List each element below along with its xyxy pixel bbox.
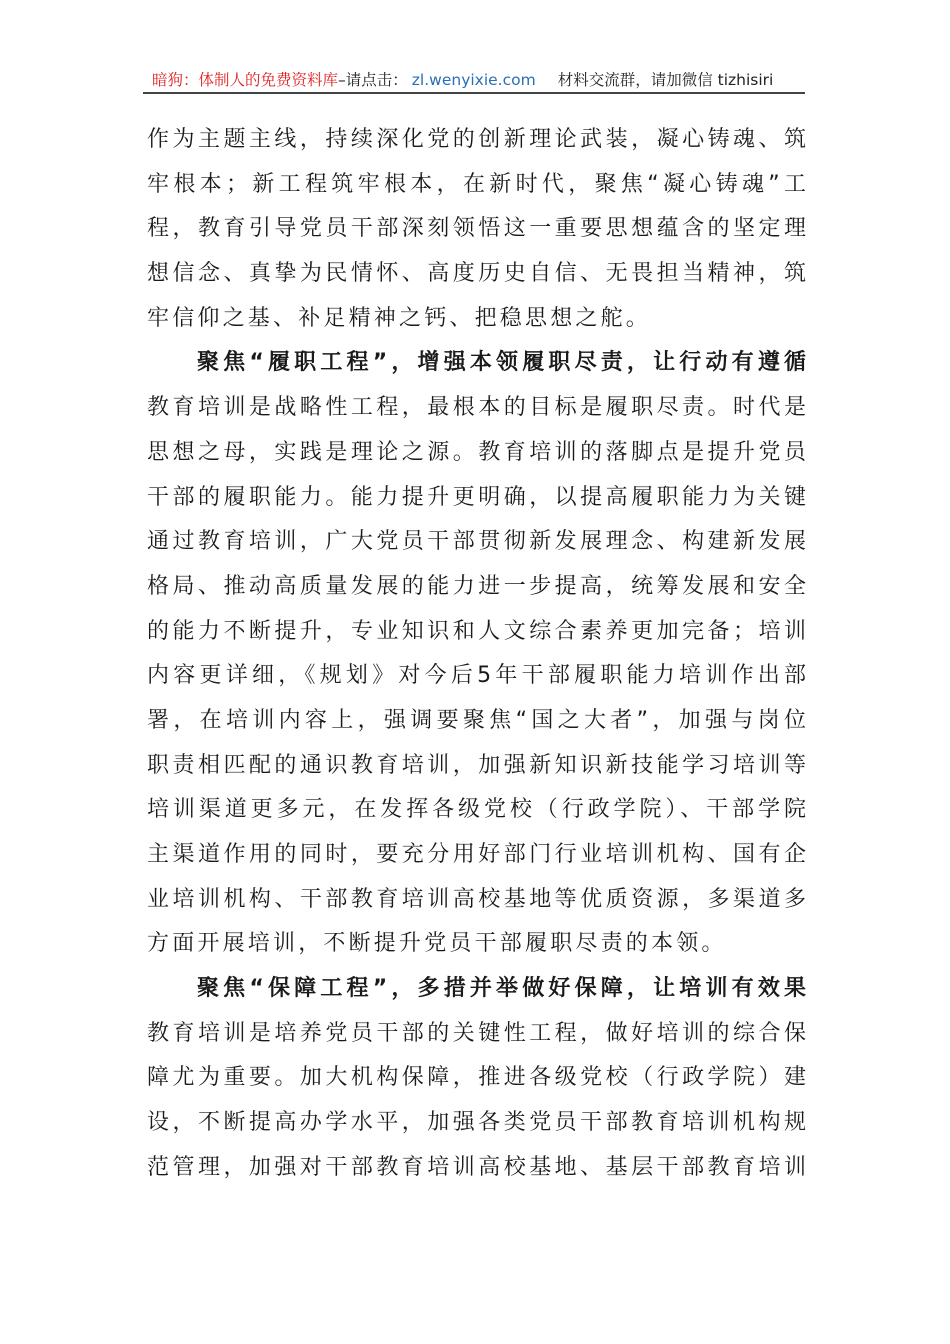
paragraph-line: 程，教育引导党员干部深刻领悟这一重要思想蕴含的坚定理 — [147, 216, 806, 242]
paragraph-line: 教育培训是培养党员干部的关键性工程，做好培训的综合保 — [147, 1020, 806, 1046]
paragraph-line: 格局、推动高质量发展的能力进一步提高，统筹发展和安全 — [147, 573, 806, 599]
paragraph-line: 障尤为重要。加大机构保障，推进各级党校（行政学院）建 — [147, 1065, 806, 1091]
wechat-note: 材料交流群，请加微信 tizhisiri — [557, 71, 774, 89]
document-body — [147, 118, 806, 1191]
section-heading: 聚焦“履职工程”，增强本领履职尽责，让行动有遵循 — [197, 350, 806, 376]
site-link[interactable]: zl.wenyixie.com — [411, 71, 536, 89]
page-header — [143, 68, 805, 94]
paragraph-line: 设，不断提高办学水平，加强各类党员干部教育培训机构规 — [147, 1110, 806, 1136]
paragraph-line: 作为主题主线，持续深化党的创新理论武装，凝心铸魂、筑 — [147, 127, 806, 152]
paragraph-line: 通过教育培训，广大党员干部贯彻新发展理念、构建新发展 — [147, 529, 806, 555]
paragraph-line: 主渠道作用的同时，要充分用好部门行业培训机构、国有企 — [147, 842, 806, 867]
paragraph-line: 培训渠道更多元，在发挥各级党校（行政学院）、干部学院 — [147, 797, 806, 823]
paragraph-line: 方面开展培训，不断提升党员干部履职尽责的本领。 — [147, 931, 727, 957]
site-name: 暗狗：体制人的免费资料库 — [152, 71, 339, 89]
paragraph-line: 牢根本；新工程筑牢根本，在新时代，聚焦“凝心铸魂”工 — [147, 171, 806, 197]
click-prompt: –请点击： — [338, 71, 408, 89]
paragraph-line: 范管理，加强对干部教育培训高校基地、基层干部教育培训 — [147, 1154, 806, 1180]
paragraph-line: 职责相匹配的通识教育培训，加强新知识新技能学习培训等 — [147, 752, 806, 778]
paragraph-line: 干部的履职能力。能力提升更明确，以提高履职能力为关键 — [147, 484, 806, 510]
paragraph-line: 业培训机构、干部教育培训高校基地等优质资源，多渠道多 — [147, 886, 806, 912]
paragraph-line: 的能力不断提升，专业知识和人文综合素养更加完备；培训 — [147, 618, 806, 644]
paragraph-line: 内容更详细，《规划》对今后5年干部履职能力培训作出部 — [147, 663, 806, 689]
paragraph-line: 署，在培训内容上，强调要聚焦“国之大者”，加强与岗位 — [147, 707, 806, 733]
paragraph-line: 思想之母，实践是理论之源。教育培训的落脚点是提升党员 — [147, 439, 806, 465]
paragraph-line: 牢信仰之基、补足精神之钙、把稳思想之舵。 — [147, 305, 652, 331]
paragraph-line: 想信念、真挚为民情怀、高度历史自信、无畏担当精神，筑 — [147, 261, 806, 287]
paragraph-line: 教育培训是战略性工程，最根本的目标是履职尽责。时代是 — [147, 395, 806, 421]
section-heading: 聚焦“保障工程”，多措并举做好保障，让培训有效果 — [197, 976, 806, 1002]
